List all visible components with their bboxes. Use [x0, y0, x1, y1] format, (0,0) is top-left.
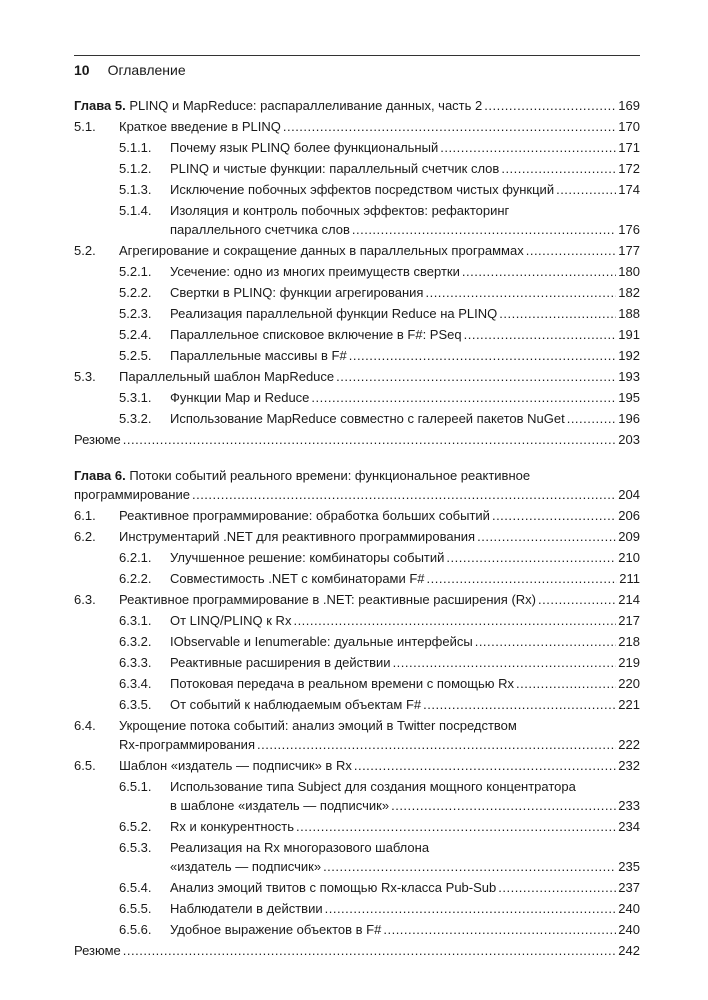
- page-number: 10: [74, 62, 90, 78]
- toc-entry-title: Улучшенное решение: комбинаторы событий: [170, 550, 445, 565]
- toc-entry-title: Усечение: одно из многих преимуществ свертки: [170, 264, 460, 279]
- toc-entry-title: Реактивные расширения в действии: [170, 655, 391, 670]
- toc-page-number: 203: [618, 432, 640, 447]
- toc-entry-title: Укрощение потока событий: анализ эмоций в Twitter посредством: [119, 718, 517, 733]
- toc-entry-title: Функции Map и Reduce: [170, 390, 310, 405]
- toc-page-number: 188: [618, 306, 640, 321]
- toc-entry-number: 6.3.: [74, 592, 96, 607]
- toc-entry-number: 5.2.: [74, 243, 96, 258]
- dot-leader: [499, 304, 616, 323]
- toc-entry[interactable]: [74, 159, 640, 180]
- header-rule: [74, 55, 640, 56]
- toc-entry-number: 5.1.3.: [119, 182, 152, 197]
- toc-entry-number: 5.2.2.: [119, 285, 152, 300]
- toc-entry[interactable]: [74, 674, 640, 695]
- toc-entry-title: Агрегирование и сокращение данных в параллельных программах: [119, 243, 524, 258]
- toc-entry-title: Параллельное списковое включение в F#: PSeq: [170, 327, 462, 342]
- toc-entry-title: Параллельный шаблон MapReduce: [119, 369, 335, 384]
- toc-entry[interactable]: [74, 262, 640, 283]
- toc-entry-number: 6.3.3.: [119, 655, 152, 670]
- toc-entry[interactable]: [74, 201, 640, 241]
- dot-leader: [556, 180, 616, 199]
- toc-entry-number: 6.2.2.: [119, 571, 152, 586]
- dot-leader: [283, 117, 616, 136]
- toc-entry-number: 5.2.1.: [119, 264, 152, 279]
- toc-entry[interactable]: [74, 96, 640, 117]
- dot-leader: [516, 674, 616, 693]
- toc-entry-number: 5.1.: [74, 119, 96, 134]
- dot-leader: [349, 346, 617, 365]
- toc-page-number: 232: [618, 758, 640, 773]
- toc-page-number: 177: [618, 243, 640, 258]
- toc-page-number: 196: [618, 411, 640, 426]
- toc-entry[interactable]: [74, 283, 640, 304]
- dot-leader: [257, 735, 616, 754]
- dot-leader: [498, 878, 616, 897]
- toc-entry[interactable]: [74, 180, 640, 201]
- dot-leader: [475, 632, 617, 651]
- toc-page-number: 211: [619, 571, 640, 586]
- toc-entry[interactable]: [74, 716, 640, 756]
- toc-page-number: 171: [618, 140, 640, 155]
- toc-page-number: 169: [618, 98, 640, 113]
- toc-entry-number: 6.1.: [74, 508, 96, 523]
- toc-entry-number: 6.5.2.: [119, 819, 152, 834]
- toc-entry[interactable]: [74, 899, 640, 920]
- toc-entry[interactable]: [74, 817, 640, 838]
- toc-entry[interactable]: [74, 878, 640, 899]
- toc-entry[interactable]: [74, 241, 640, 262]
- dot-leader: [538, 590, 616, 609]
- toc-entry-number: 6.5.4.: [119, 880, 152, 895]
- toc-entry-title: Удобное выражение объектов в F#: [170, 922, 382, 937]
- toc-entry[interactable]: [74, 325, 640, 346]
- toc-page-number: 195: [618, 390, 640, 405]
- toc-entry[interactable]: [74, 941, 640, 962]
- toc-entry-title: PLINQ и чистые функции: параллельный счетчик слов: [170, 161, 500, 176]
- toc-page-number: 235: [618, 859, 640, 874]
- dot-leader: [296, 817, 616, 836]
- toc-entry-number: 6.5.5.: [119, 901, 152, 916]
- toc-entry-title: Rx-программирования: [119, 737, 255, 752]
- toc-entry-title: Rx и конкурентность: [170, 819, 295, 834]
- dot-leader: [501, 159, 616, 178]
- toc-page-number: 214: [618, 592, 640, 607]
- dot-leader: [323, 857, 616, 876]
- toc-entry[interactable]: [74, 632, 640, 653]
- toc-entry-title: параллельного счетчика слов: [170, 222, 350, 237]
- toc-page-number: 206: [618, 508, 640, 523]
- toc-entry[interactable]: [74, 569, 640, 590]
- toc-entry[interactable]: [74, 138, 640, 159]
- dot-leader: [462, 262, 616, 281]
- toc-page-number: 210: [618, 550, 640, 565]
- toc-page-number: 209: [618, 529, 640, 544]
- toc-entry-title: Почему язык PLINQ более функциональный: [170, 140, 439, 155]
- toc-entry-number: 5.3.1.: [119, 390, 152, 405]
- toc-entry-title: «издатель — подписчик»: [170, 859, 322, 874]
- toc-page-number: 234: [618, 819, 640, 834]
- running-title: Оглавление: [107, 62, 186, 78]
- dot-leader: [393, 653, 617, 672]
- toc-entry-title: Потоки событий реального времени: функциональное реактивное: [125, 468, 531, 483]
- toc-page-number: 233: [618, 798, 640, 813]
- toc-entry-title: От LINQ/PLINQ к Rx: [170, 613, 292, 628]
- chapter-label: Глава 6.: [74, 468, 126, 483]
- toc-entry-number: 6.2.: [74, 529, 96, 544]
- toc-entry[interactable]: [74, 695, 640, 716]
- dot-leader: [567, 409, 617, 428]
- toc-entry[interactable]: [74, 920, 640, 941]
- toc-page-number: 172: [618, 161, 640, 176]
- toc-page-number: 222: [618, 737, 640, 752]
- dot-leader: [440, 138, 616, 157]
- dot-leader: [423, 695, 616, 714]
- dot-leader: [192, 485, 616, 504]
- toc-page-number: 221: [618, 697, 640, 712]
- toc-entry-number: 6.2.1.: [119, 550, 152, 565]
- toc-entry-number: 6.5.: [74, 758, 96, 773]
- toc-entry-title: в шаблоне «издатель — подписчик»: [170, 798, 390, 813]
- chapter-label: Глава 5.: [74, 98, 126, 113]
- dot-leader: [325, 899, 617, 918]
- toc-entry-title: Шаблон «издатель — подписчик» в Rx: [119, 758, 352, 773]
- toc-entry-title: Резюме: [74, 432, 121, 447]
- dot-leader: [123, 430, 617, 449]
- toc-entry-number: 6.3.4.: [119, 676, 152, 691]
- toc-entry-title: Анализ эмоций твитов с помощью Rx-класса Pub-Sub: [170, 880, 497, 895]
- toc-chapter: [74, 466, 640, 962]
- toc-entry-title: PLINQ и MapReduce: распараллеливание данных, часть 2: [125, 98, 483, 113]
- toc-entry-title: Резюме: [74, 943, 121, 958]
- dot-leader: [464, 325, 617, 344]
- toc-entry[interactable]: [74, 653, 640, 674]
- dot-leader: [293, 611, 616, 630]
- dot-leader: [391, 796, 616, 815]
- toc-entry-number: 6.3.1.: [119, 613, 152, 628]
- toc-entry-number: 6.4.: [74, 718, 96, 733]
- toc-entry-title: IObservable и Ienumerable: дуальные интерфейсы: [170, 634, 473, 649]
- table-of-contents: [74, 96, 640, 962]
- toc-entry-title: От событий к наблюдаемым объектам F#: [170, 697, 422, 712]
- dot-leader: [425, 283, 616, 302]
- dot-leader: [484, 96, 616, 115]
- running-header: [74, 62, 186, 78]
- dot-leader: [526, 241, 617, 260]
- toc-entry-title: Инструментарий .NET для реактивного программирования: [119, 529, 476, 544]
- toc-entry-number: 5.1.2.: [119, 161, 152, 176]
- toc-entry-number: 6.5.3.: [119, 840, 152, 855]
- toc-page-number: 176: [618, 222, 640, 237]
- toc-page-number: 191: [618, 327, 640, 342]
- toc-entry-number: 6.3.2.: [119, 634, 152, 649]
- toc-entry-number: 5.2.5.: [119, 348, 152, 363]
- dot-leader: [123, 941, 617, 960]
- toc-entry-title: Реализация на Rx многоразового шаблона: [170, 840, 430, 855]
- toc-entry-number: 5.3.: [74, 369, 96, 384]
- toc-entry[interactable]: [74, 409, 640, 430]
- toc-entry-title: Использование типа Subject для создания мощного концентратора: [170, 779, 576, 794]
- toc-page-number: 193: [618, 369, 640, 384]
- toc-page-number: 218: [618, 634, 640, 649]
- toc-page-number: 219: [618, 655, 640, 670]
- toc-entry-number: 5.2.3.: [119, 306, 152, 321]
- toc-entry-title: Изоляция и контроль побочных эффектов: рефакторинг: [170, 203, 510, 218]
- toc-entry-number: 5.1.4.: [119, 203, 152, 218]
- toc-page-number: 180: [618, 264, 640, 279]
- toc-entry-title: Реактивное программирование: обработка больших событий: [119, 508, 490, 523]
- toc-entry[interactable]: [74, 466, 640, 506]
- toc-page-number: 240: [618, 901, 640, 916]
- dot-leader: [427, 569, 618, 588]
- toc-entry-title: Потоковая передача в реальном времени с помощью Rx: [170, 676, 514, 691]
- toc-entry-number: 6.5.6.: [119, 922, 152, 937]
- dot-leader: [352, 220, 616, 239]
- toc-entry[interactable]: [74, 527, 640, 548]
- toc-entry[interactable]: [74, 304, 640, 325]
- toc-entry-title: Параллельные массивы в F#: [170, 348, 347, 363]
- toc-page-number: 237: [618, 880, 640, 895]
- toc-entry[interactable]: [74, 506, 640, 527]
- toc-entry-title: Краткое введение в PLINQ: [119, 119, 281, 134]
- dot-leader: [336, 367, 616, 386]
- toc-entry[interactable]: [74, 756, 640, 777]
- toc-entry-number: 5.3.2.: [119, 411, 152, 426]
- toc-page-number: 240: [618, 922, 640, 937]
- toc-page-number: 220: [618, 676, 640, 691]
- toc-entry-title: Свертки в PLINQ: функции агрегирования: [170, 285, 424, 300]
- toc-entry[interactable]: [74, 117, 640, 138]
- dot-leader: [477, 527, 616, 546]
- dot-leader: [446, 548, 616, 567]
- toc-entry-title: Реактивное программирование в .NET: реактивные расширения (Rx): [119, 592, 537, 607]
- toc-page-number: 242: [618, 943, 640, 958]
- toc-entry-title: Наблюдатели в действии: [170, 901, 323, 916]
- toc-entry-title: Исключение побочных эффектов посредством чистых функций: [170, 182, 555, 197]
- toc-page-number: 192: [618, 348, 640, 363]
- toc-page-number: 182: [618, 285, 640, 300]
- toc-entry[interactable]: [74, 590, 640, 611]
- toc-page-number: 170: [618, 119, 640, 134]
- toc-entry[interactable]: [74, 367, 640, 388]
- toc-entry[interactable]: [74, 611, 640, 632]
- toc-entry-title: программирование: [74, 487, 190, 502]
- toc-entry[interactable]: [74, 388, 640, 409]
- toc-entry-title: Реализация параллельной функции Reduce на PLINQ: [170, 306, 498, 321]
- toc-entry[interactable]: [74, 777, 640, 817]
- dot-leader: [311, 388, 616, 407]
- toc-entry[interactable]: [74, 548, 640, 569]
- toc-page-number: 217: [618, 613, 640, 628]
- toc-entry[interactable]: [74, 838, 640, 878]
- toc-chapter: [74, 96, 640, 451]
- toc-entry[interactable]: [74, 346, 640, 367]
- toc-page-number: 204: [618, 487, 640, 502]
- toc-entry-title: Использование MapReduce совместно с галереей пакетов NuGet: [170, 411, 565, 426]
- dot-leader: [383, 920, 616, 939]
- toc-entry-title: Совместимость .NET с комбинаторами F#: [170, 571, 425, 586]
- dot-leader: [354, 756, 616, 775]
- toc-page-number: 174: [618, 182, 640, 197]
- toc-entry-number: 5.1.1.: [119, 140, 152, 155]
- toc-entry-number: 5.2.4.: [119, 327, 152, 342]
- dot-leader: [492, 506, 616, 525]
- toc-entry-number: 6.5.1.: [119, 779, 152, 794]
- toc-entry[interactable]: [74, 430, 640, 451]
- toc-entry-number: 6.3.5.: [119, 697, 152, 712]
